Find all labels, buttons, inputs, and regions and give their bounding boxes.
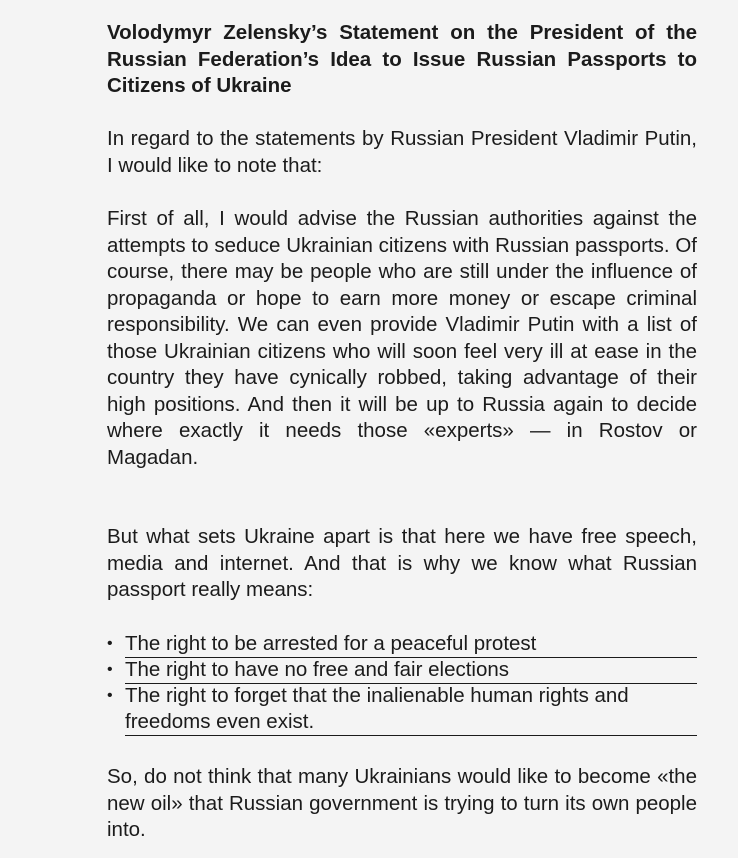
list-item-text: The right to have no free and fair elections [125,657,697,684]
closing-paragraph: So, do not think that many Ukrainians would like to become «the new oil» that Russian government is trying to turn its own people into. [107,765,697,841]
list-item-text: The right to be arrested for a peaceful protest [125,631,697,658]
bullet-icon: • [107,635,113,652]
list-item-text: The right to forget that the inalienable human rights and freedoms even exist. [125,683,697,736]
bullet-icon: • [107,687,113,704]
passport-rights-list [107,631,697,735]
document-title: Volodymyr Zelensky’s Statement on the President of the Russian Federation’s Idea to Issue Russian Passports to Citizens of Ukraine [107,21,697,97]
intro-paragraph: In regard to the statements by Russian President Vladimir Putin, I would like to note that: [107,127,697,177]
list-item [107,631,697,657]
list-item [107,657,697,683]
free-speech-paragraph: But what sets Ukraine apart is that here we have free speech, media and internet. And that is why we know what Russian passport really means: [107,525,697,601]
advice-paragraph: First of all, I would advise the Russian authorities against the attempts to seduce Ukrainian citizens with Russian passports. Of course, there may be people who are still under the influence of propaganda or hope to earn more money or escape criminal responsibility. We can even provide Vladimir Putin with a list of those Ukrainian citizens who will soon feel very ill at ease in the country they have cynically robbed, taking advantage of their high positions. And then it will be up to Russia again to decide where exactly it needs those «experts» — in Rostov or Magadan. [107,207,697,469]
list-item [107,683,697,735]
bullet-icon: • [107,661,113,678]
